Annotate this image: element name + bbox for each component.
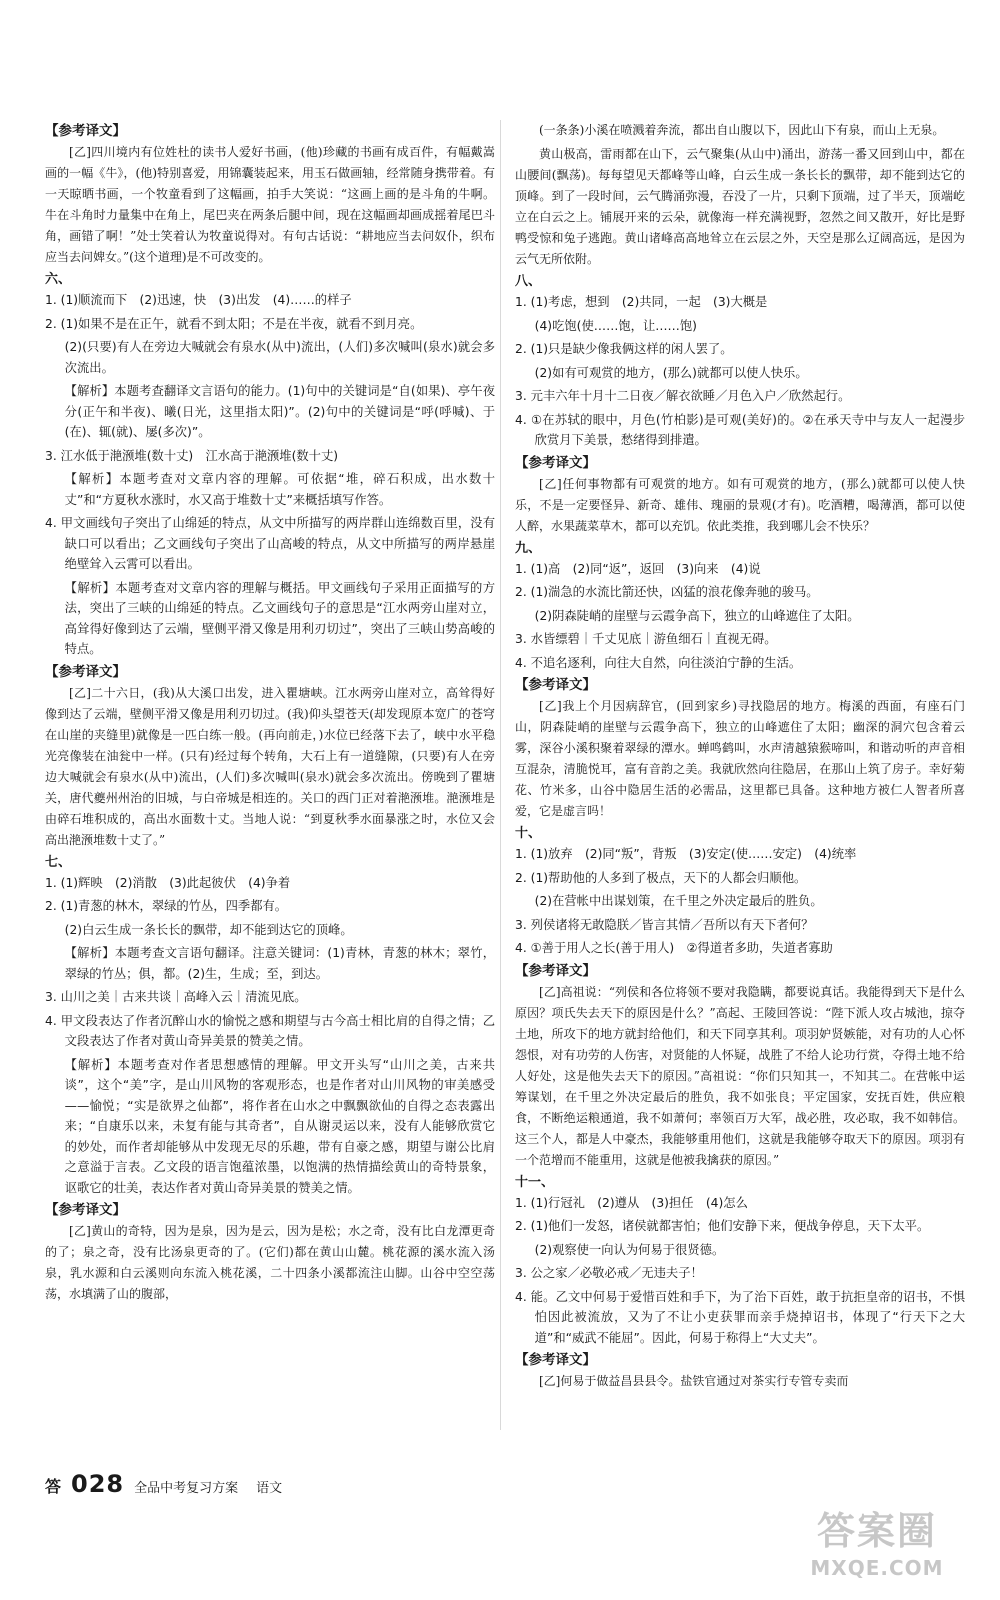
answer-subitem: (2)观察使一向认为何易于很贤德。 <box>534 1242 725 1257</box>
answer-item: 3. 公之家／必敬必戒／无违夫子！ <box>515 1266 703 1280</box>
answer-item: 4. ①在苏轼的眼中，月色(竹柏影)是可观(美好)的。②在承天寺中与友人一起漫步欣赏月下美景，愁绪得到排遣。 <box>515 412 965 447</box>
translation-paragraph: [乙]我上个月因病辞官，(回到家乡)寻找隐居的地方。梅溪的西面，有座石门山，阴森陡峭的崖壁与云霞争高下，独立的山峰遮住了太阳；幽深的洞穴包含着云雾，深谷小溪积聚着翠绿的潭水。蝉鸣鹤叫，水声清越猿猴啼叫，和谐动听的声音相互混杂，清脆悦耳，富有音韵之美。我就欣然向往隐居，在那山上筑了房子。幸好菊花、竹米多，山谷中隐居生活的必需品，这里都已具备。这种地方被仁人智者所喜爱，它是虚言吗！ <box>515 699 965 818</box>
section-heading: 九、 <box>515 540 542 556</box>
answer-item: 1. (1)顺流而下 (2)迅速，快 (3)出发 (4)……的样子 <box>45 293 352 307</box>
analysis-paragraph: 【解析】本题考查翻译文言语句的能力。(1)句中的关键词是“自(如果)、亭午夜分(正午和半夜)、曦(日光，这里指太阳)”。(2)句中的关键词是“呼(呼喊)、于(在)、辄(就)、屡(多次)”。 <box>64 384 495 439</box>
section-heading: 十、 <box>515 826 542 841</box>
answer-item: 4. 能。乙文中何易于爱惜百姓和手下，为了治下百姓，敢于抗拒皇帝的诏书，不惧怕因此被流放，又为了不让小吏获罪而亲手烧掉诏书，体现了“行天下之大道”和“威武不能屈”。因此，何易于称得上“大丈夫”。 <box>515 1289 965 1345</box>
answer-item: 2. (1)只是缺少像我俩这样的闲人罢了。 <box>515 342 733 356</box>
answer-subitem: (2)如有可观赏的地方，(那么)就都可以使人快乐。 <box>534 365 808 380</box>
reference-translation-heading: 【参考译文】 <box>45 1202 126 1218</box>
answer-subitem: (2)阴森陡峭的崖壁与云霞争高下，独立的山峰遮住了太阳。 <box>534 608 860 623</box>
answer-item: 2. (1)青葱的林木，翠绿的竹丛，四季都有。 <box>45 899 288 913</box>
reference-translation-heading: 【参考译文】 <box>45 663 126 680</box>
answer-item: 1. (1)行冠礼 (2)遵从 (3)担任 (4)怎么 <box>515 1195 748 1210</box>
watermark-logo-text: 答案圈 <box>816 1509 937 1553</box>
translation-paragraph: (一条条)小溪在喷溅着奔流，都出自山腹以下，因此山下有泉，而山上无泉。 <box>539 123 945 137</box>
translation-paragraph: [乙]何易于做益昌县县令。盐铁官通过对茶实行专管专卖而 <box>539 1374 849 1388</box>
translation-paragraph: [乙]四川境内有位姓杜的读书人爱好书画，(他)珍藏的书画有成百件，有幅戴嵩画的一幅《牛》，(他)特别喜爱，用锦囊装起来，用玉石做画轴，经常随身携带着。有一天晾晒书画，一个牧童看到了这幅画，拍手大笑说：“这画上画的是斗角的牛啊。牛在斗角时力量集中在角上，尾巴夹在两条后腿中间，现在这幅画却画成摇着尾巴斗角，画错了啊！”处士笑着认为牧童说得对。有句古话说：“耕地应当去问奴仆，织布应当去问婢女。”(这个道理)是不可改变的。 <box>45 145 495 264</box>
column-divider <box>500 120 501 1430</box>
answer-item: 3. 山川之美｜古来共谈｜高峰入云｜清流见底。 <box>45 990 307 1004</box>
answer-item: 1. (1)考虑，想到 (2)共同，一起 (3)大概是 <box>515 295 768 309</box>
footer-answer-prefix: 答 <box>45 1477 62 1496</box>
answer-item: 4. 不追名逐利，向往大自然，向往淡泊宁静的生活。 <box>515 655 802 670</box>
answer-item: 3. 列侯诸将无敢隐朕／皆言其情／吾所以有天下者何？ <box>515 917 814 932</box>
book-title: 全品中考复习方案 <box>134 1481 239 1496</box>
reference-translation-heading: 【参考译文】 <box>45 123 126 139</box>
answer-item: 3. 水皆缥碧｜千丈见底｜游鱼细石｜直视无碍。 <box>515 632 777 646</box>
translation-paragraph: [乙]黄山的奇特，因为是泉，因为是云，因为是松；水之奇，没有比白龙潭更奇的了；泉之奇，没有比汤泉更奇的了。(它们)都在黄山山麓。桃花源的溪水流入汤泉，乳水源和白云溪则向东流入桃花溪，二十四条小溪都流注山脚。山谷中空空荡荡，水填满了山的腹部， <box>45 1224 495 1301</box>
watermark-url: MXQE.COM <box>810 1556 944 1580</box>
subject-label: 语文 <box>256 1481 283 1496</box>
translation-paragraph: [乙]高祖说：“列侯和各位将领不要对我隐瞒，都要说真话。我能得到天下是什么原因？项氏失去天下的原因是什么？”高起、王陵回答说：“陛下派人攻占城池，掠夺土地，所攻下的地方就封给他们，和天下同享其利。项羽妒贤嫉能，对有功的人心怀怨恨，对有功劳的人伤害，对贤能的人怀疑，战胜了不给人论功行赏，夺得土地不给人好处，这是他失去天下的原因。”高祖说：“你们只知其一，不知其二。在营帐中运筹谋划，在千里之外决定最后的胜负，我不如张良；平定国家，安抚百姓，供应粮食，不断绝运粮通道，我不如萧何；率领百万大军，战必胜，攻必取，我不如韩信。这三个人，都是人中豪杰，我能够重用他们，这就是我能够夺取天下的原因。项羽有一个范增而不能重用，这就是他被我擒获的原因。” <box>515 984 965 1167</box>
left-column <box>45 120 495 1430</box>
section-heading: 七、 <box>45 854 72 870</box>
answer-subitem: (2)在营帐中出谋划策，在千里之外决定最后的胜负。 <box>534 894 823 908</box>
analysis-paragraph: 【解析】本题考查对文章内容的理解。可依据“堆，碎石积成，出水数十丈”和“方夏秋水涨时，水又高于堆数十丈”来概括填写作答。 <box>64 472 495 507</box>
translation-paragraph: 黄山极高，雷雨都在山下，云气聚集(从山中)涌出，游荡一番又回到山中，都在山腰间(飘荡)。每每望见天都峰等山峰，白云生成一条长长的飘带，却不能到达它的顶峰。到了一段时间，云气腾涌弥漫，吞没了一片，只剩下顶端，过了半天，顶端屹立在白云之上。铺展开来的云朵，就像海一样充满视野，忽然之间又散开，好比是野鸭受惊和兔子逃跑。黄山诸峰高高地耸立在云层之外，天空是那么辽阔高远，是因为云气无所依附。 <box>515 147 965 266</box>
translation-paragraph: [乙]二十六日，(我)从大溪口出发，进入瞿塘峡。江水两旁山崖对立，高耸得好像到达了云端，壁侧平滑又像是用利刃切过。(我)仰头望苍天(却发现原本宽广的苍穹在山崖的夹缝里)就像是一匹白练一般。(再向前走，)水位已经落下去了，峡中水平稳光亮像装在油瓮中一样。(只有)经过每个转角，大石上有一道缝隙，(只要)有人在旁边大喊就会有泉水(从中)流出，(人们)多次喊叫(泉水)就会多次流出。傍晚到了瞿塘关，唐代夔州州治的旧城，与白帝城是相连的。关口的西门正对着滟滪堆。滟滪堆是由碎石堆积成的，高出水面数十丈。当地人说：“到夏秋季水面暴涨之时，水位又会高出滟滪堆数十丈了。” <box>45 685 495 847</box>
answer-item: 2. (1)帮助他的人多到了极点，天下的人都会归顺他。 <box>515 870 807 885</box>
answer-item: 4. 甲文段表达了作者沉醉山水的愉悦之感和期望与古今高士相比肩的自得之情；乙文段表达了作者对黄山奇异美景的赞美之情。 <box>45 1013 495 1048</box>
right-column <box>515 120 965 1430</box>
answer-item: 2. (1)他们一发怒，诸侯就都害怕；他们安静下来，便战争停息，天下太平。 <box>515 1219 930 1233</box>
answer-subitem: (2)白云生成一条长长的飘带，却不能到达它的顶峰。 <box>64 922 353 937</box>
reference-translation-heading: 【参考译文】 <box>515 962 596 979</box>
answer-item: 3. 江水低于滟滪堆(数十丈) 江水高于滟滪堆(数十丈) <box>45 448 339 463</box>
answer-subitem: (4)吃饱(使……饱，让……饱) <box>534 318 697 333</box>
section-heading: 八、 <box>515 274 542 289</box>
watermark-logo <box>782 1500 972 1590</box>
reference-translation-heading: 【参考译文】 <box>515 1352 596 1368</box>
answer-item: 1. (1)放弃 (2)同“叛”，背叛 (3)安定(使……安定) (4)统率 <box>515 847 857 861</box>
answer-item: 2. (1)如果不是在正午，就看不到太阳；不是在半夜，就看不到月亮。 <box>45 316 423 331</box>
analysis-paragraph: 【解析】本题考查对作者思想感情的理解。甲文开头写“山川之美，古来共谈”，这个“美”字，是山川风物的客观形态，也是作者对山川风物的审美感受——愉悦；“实是欲界之仙都”，将作者在山水之中飘飘欲仙的自得之态表露出来；“自康乐以来，未复有能与其奇者”，自从谢灵运以来，没有人能够欣赏它的妙处，而作者却能够从中发现无尽的乐趣，带有自豪之感，期望与谢公比肩之意溢于言表。乙文段的语言饱蕴浓墨，以饱满的热情描绘黄山的奇特景象，讴歌它的壮美，表达作者对黄山奇异美景的赞美之情。 <box>64 1057 495 1195</box>
answer-item: 3. 元丰六年十月十二日夜／解衣欲睡／月色入户／欣然起行。 <box>515 389 851 403</box>
reference-translation-heading: 【参考译文】 <box>515 454 596 471</box>
page-footer <box>45 1470 282 1496</box>
answer-item: 4. ①善于用人之长(善于用人) ②得道者多助，失道者寡助 <box>515 941 833 955</box>
section-heading: 六、 <box>45 272 72 287</box>
analysis-paragraph: 【解析】本题考查文言语句翻译。注意关键词：(1)青林，青葱的林木；翠竹，翠绿的竹丛；俱，都。(2)生，生成；至，到达。 <box>64 946 495 981</box>
answer-item: 1. (1)高 (2)同“返”，返回 (3)向来 (4)说 <box>515 561 761 576</box>
answer-item: 2. (1)湍急的水流比箭还快，凶猛的浪花像奔驰的骏马。 <box>515 585 819 599</box>
reference-translation-heading: 【参考译文】 <box>515 677 596 693</box>
analysis-paragraph: 【解析】本题考查对文章内容的理解与概括。甲文画线句子采用正面描写的方法，突出了三峡的山绵延的特点。乙文画线句子的意思是“江水两旁山崖对立，高耸得好像到达了云端，壁侧平滑又像是用利刃切过”，突出了三峡山势高峻的特点。 <box>64 580 495 656</box>
translation-paragraph: [乙]任何事物都有可观赏的地方。如有可观赏的地方，(那么)就都可以使人快乐，不是一定要怪异、新奇、雄伟、瑰丽的景观(才有)。吃酒糟，喝薄酒，都可以使人醉，水果蔬菜草木，都可以充饥。依此类推，我到哪儿会不快乐？ <box>515 476 965 533</box>
answer-subitem: (2)(只要)有人在旁边大喊就会有泉水(从中)流出，(人们)多次喊叫(泉水)就会多次流出。 <box>64 340 495 375</box>
answer-item: 4. 甲文画线句子突出了山绵延的特点，从文中所描写的两岸群山连绵数百里，没有缺口可以看出；乙文画线句子突出了山高峻的特点，从文中所描写的两岸悬崖绝壁耸入云霄可以看出。 <box>45 516 495 571</box>
answer-item: 1. (1)辉映 (2)消散 (3)此起彼伏 (4)争着 <box>45 875 291 890</box>
section-heading: 十一、 <box>515 1174 555 1190</box>
page-number: 028 <box>71 1470 125 1498</box>
